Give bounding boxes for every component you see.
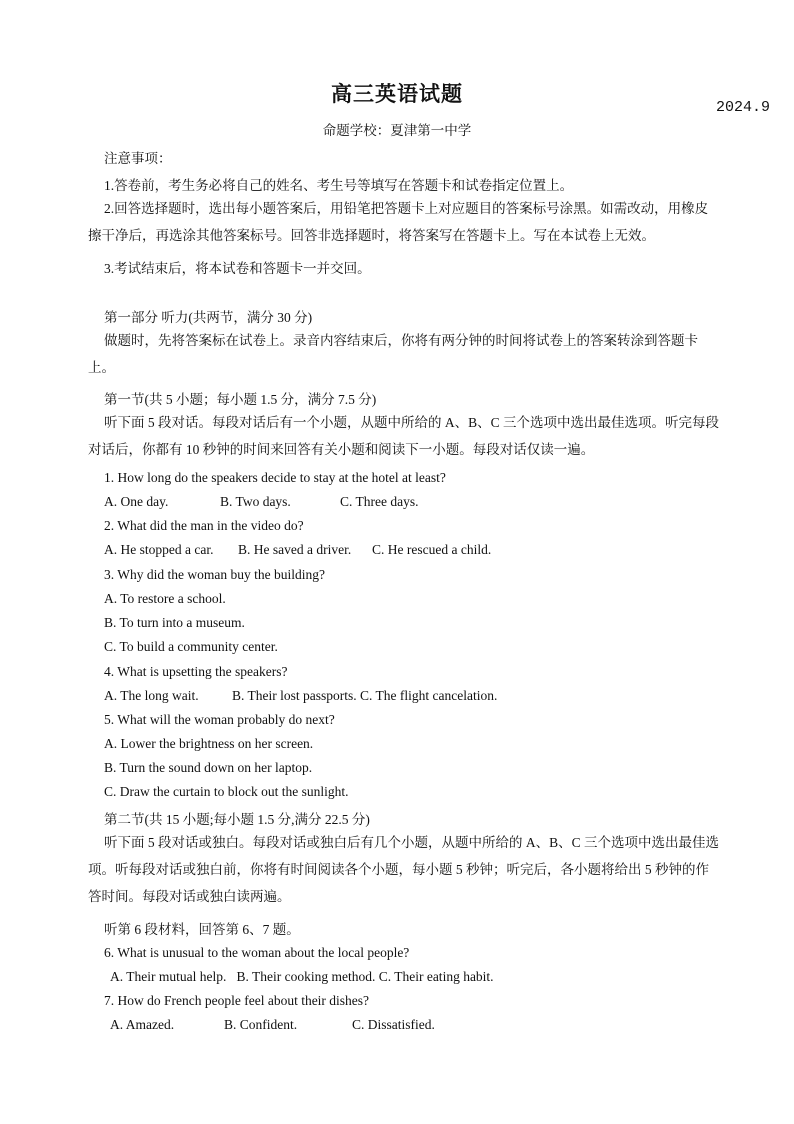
notice-item-1: 1.答卷前，考生务必将自己的姓名、考生号等填写在答题卡和试卷指定位置上。 <box>104 178 574 193</box>
option-a: A. Amazed. <box>110 1017 175 1032</box>
option-b: B. Confident. <box>224 1017 298 1032</box>
section2-instructions: 听下面 5 段对话或独白。每段对话或独白后有几个小题，从题中所给的 A、B、C 三个选项中选出最佳选项。听每段对话或独白前，你将有时间阅读各个小题，每小题 5 秒钟；听完后，各小题将给出 5 秒钟的作答时间。每段对话或独白读两遍。 <box>88 835 720 904</box>
option-a: A. One day. <box>104 494 169 509</box>
question-3-option-a: A. To restore a school. <box>104 591 226 606</box>
question-2-options <box>104 542 491 558</box>
question-3: 3. Why did the woman buy the building? <box>104 567 325 582</box>
question-3-option-b: B. To turn into a museum. <box>104 615 245 630</box>
option-b: B. He saved a driver. <box>238 542 352 557</box>
section2-heading: 第二节(共 15 小题;每小题 1.5 分,满分 22.5 分) <box>104 812 370 827</box>
notice-item-2: 2.回答选择题时，选出每小题答案后，用铅笔把答题卡上对应题目的答案标号涂黑。如需改动，用橡皮擦干净后，再选涂其他答案标号。回答非选择题时，将答案写在答题卡上。写在本试卷上无效。 <box>88 201 709 243</box>
part1-instructions: 做题时，先将答案标在试卷上。录音内容结束后，你将有两分钟的时间将试卷上的答案转涂到答题卡上。 <box>88 333 698 375</box>
question-5-option-b: B. Turn the sound down on her laptop. <box>104 760 313 775</box>
question-7: 7. How do French people feel about their dishes? <box>104 993 370 1008</box>
notice-item-3: 3.考试结束后，将本试卷和答题卡一并交回。 <box>104 261 371 276</box>
question-1-options <box>104 494 418 510</box>
question-5-option-a: A. Lower the brightness on her screen. <box>104 736 314 751</box>
part1-heading: 第一部分 听力(共两节，满分 30 分) <box>104 310 313 325</box>
school-line: 命题学校：夏津第一中学 <box>322 123 472 138</box>
exam-date: 2024.9 <box>716 99 771 116</box>
question-7-options <box>110 1017 435 1033</box>
section1-instructions: 听下面 5 段对话。每段对话后有一个小题，从题中所给的 A、B、C 三个选项中选出最佳选项。听完每段对话后，你都有 10 秒钟的时间来回答有关小题和阅读下一小题。每段对话仅读一遍。 <box>88 415 720 457</box>
option-c: C. Dissatisfied. <box>352 1017 435 1032</box>
question-5-option-c: C. Draw the curtain to block out the sunlight. <box>104 784 349 799</box>
question-2: 2. What did the man in the video do? <box>104 518 304 533</box>
question-6: 6. What is unusual to the woman about the local people? <box>104 945 410 960</box>
option-a: A. He stopped a car. <box>104 542 214 557</box>
section1-heading: 第一节(共 5 小题；每小题 1.5 分，满分 7.5 分) <box>104 392 377 407</box>
question-3-option-c: C. To build a community center. <box>104 639 278 654</box>
material-6-line: 听第 6 段材料，回答第 6、7 题。 <box>104 922 300 937</box>
question-4-options <box>104 688 497 704</box>
question-5: 5. What will the woman probably do next? <box>104 712 335 727</box>
page-title: 高三英语试题 <box>331 82 463 106</box>
option-a: A. The long wait. <box>104 688 199 703</box>
notice-heading: 注意事项： <box>104 151 172 166</box>
option-c: C. Three days. <box>340 494 419 509</box>
question-4: 4. What is upsetting the speakers? <box>104 664 288 679</box>
option-bc: B. Their lost passports. C. The flight cancelation. <box>232 688 498 703</box>
question-6-options: A. Their mutual help. B. Their cooking method. C. Their eating habit. <box>110 969 494 984</box>
option-b: B. Two days. <box>220 494 291 509</box>
option-c: C. He rescued a child. <box>372 542 492 557</box>
question-1: 1. How long do the speakers decide to stay at the hotel at least? <box>104 470 446 485</box>
